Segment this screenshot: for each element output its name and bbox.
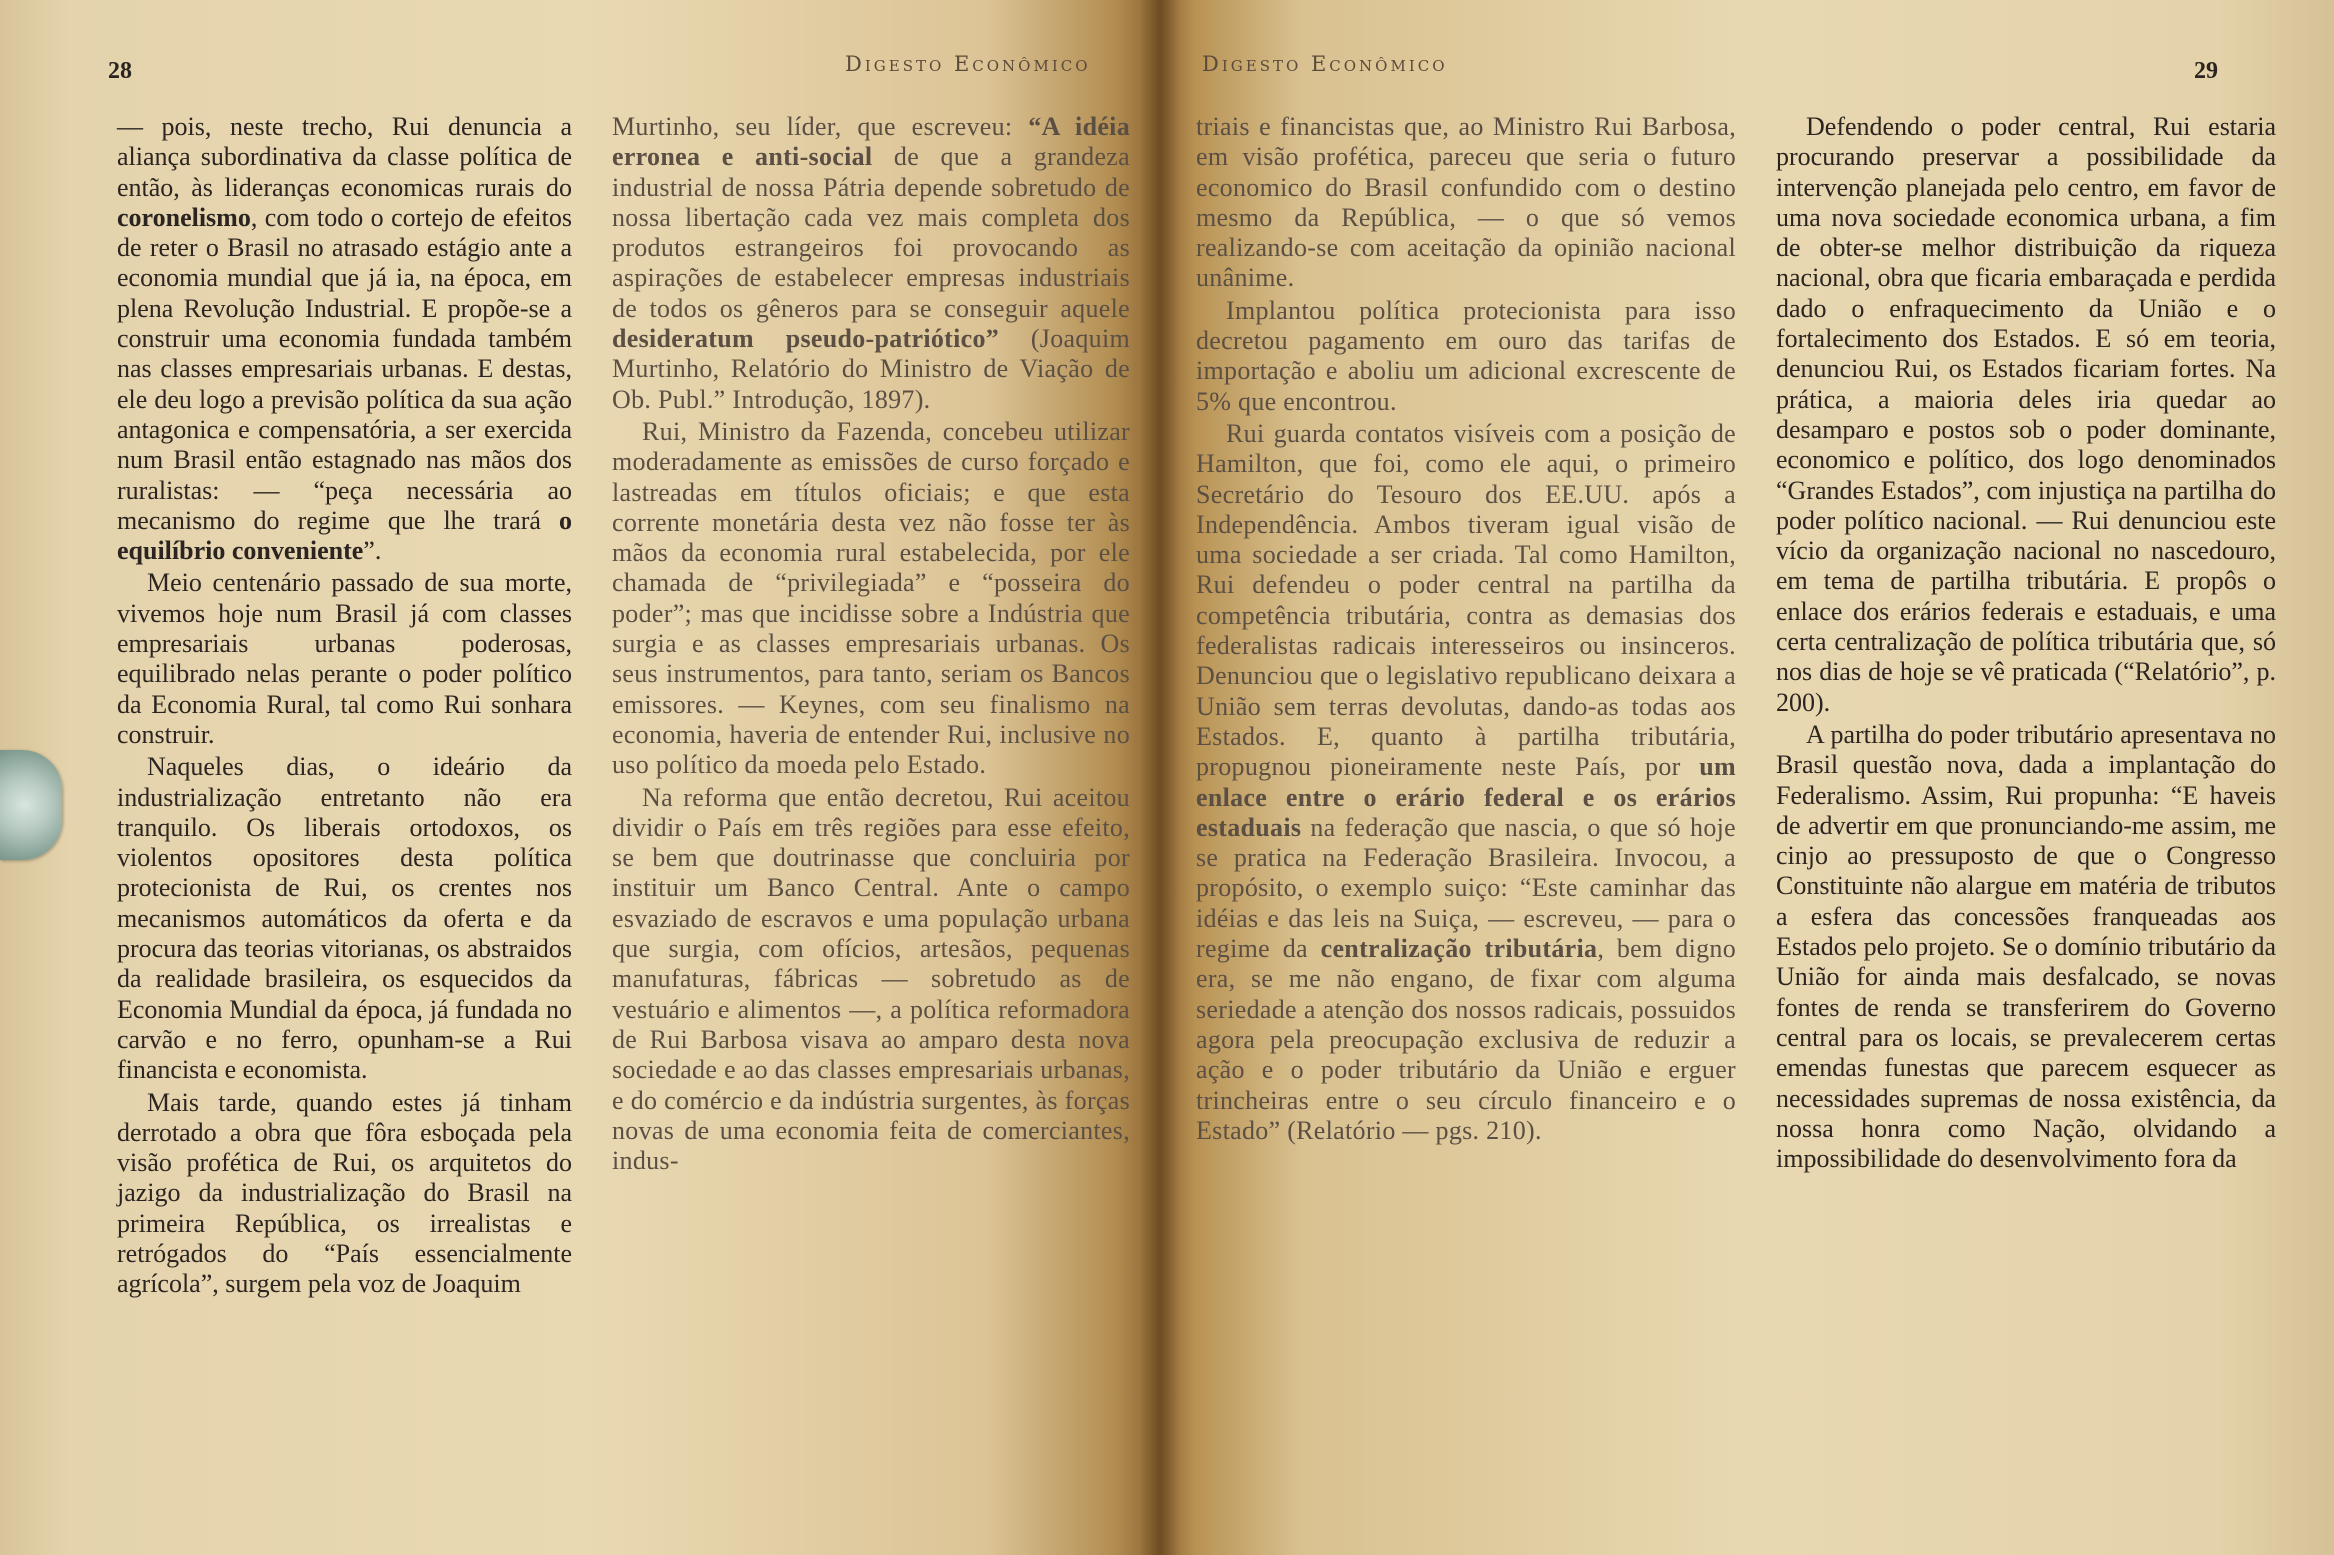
- paragraph: Mais tarde, quando estes já tinham derrotado a obra que fôra esboçada pela visão profética de Rui, os arquitetos do jazigo da industrialização do Brasil na primeira República, os irrealistas e retrógados do “País essencialmente agrícola”, surgem pela voz de Joaquim: [117, 1087, 572, 1299]
- paragraph: Defendendo o poder central, Rui estaria procurando preservar a possibilidade da intervenção planejada pelo centro, em favor de uma nova sociedade economica urbana, a fim de obter-se melhor distribuição da riqueza nacional, obra que ficaria embaraçada e perdida dado o enfraquecimento da União e o fortalecimento dos Estados. E só em teoria, denunciou Rui, os Estados ficariam fortes. Na prática, a maioria deles iria quedar ao desamparo e postos sob o poder dominante, economico e político, dos logo denominados “Grandes Estados”, com injustiça na partilha do poder político nacional. — Rui denunciou este vício da organização nacional no nascedouro, em tema de partilha tributária. E propôs o enlace dos erários federais e estaduais, e uma certa centralização de política tributária que, só nos dias de hoje se vê praticada (“Relatório”, p. 200).: [1776, 112, 2276, 717]
- paragraph: Implantou política protecionista para isso decretou pagamento em ouro das tarifas de importação e aboliu um adicional excrescente de 5% que encontrou.: [1196, 295, 1736, 416]
- paragraph: Na reforma que então decretou, Rui aceitou dividir o País em três regiões para esse efeito, se bem que doutrinasse que concluiria por instituir um Banco Central. Ante o campo esvaziado de escravos e uma população urbana que surgia, com ofícios, artesãos, pequenas manufaturas, fábricas — sobretudo as de vestuário e alimentos —, a política reformadora de Rui Barbosa visava ao amparo desta nova sociedade e ao das classes empresariais urbanas, e do comércio e da indústria surgentes, às forças novas de uma economia feita de comerciantes, indus-: [612, 782, 1130, 1176]
- sticker-tab: [0, 750, 62, 860]
- running-head: Digesto Econômico: [1202, 52, 1448, 76]
- text-column-left-1: [117, 112, 572, 1300]
- page-number: 29: [2194, 58, 2218, 84]
- paragraph: Rui guarda contatos visíveis com a posição de Hamilton, que foi, como ele aqui, o primeiro Secretário do Tesouro dos EE.UU. após a Independência. Ambos tiveram igual visão de uma sociedade a ser criada. Tal como Hamilton, Rui defendeu o poder central na partilha da competência tributária, contra as demasias dos federalistas radicais interesseiros ou insinceros. Denunciou que o legislativo republicano deixara a União sem terras devolutas, dando-as todas aos Estados. E, quanto à partilha tributária, propugnou pioneiramente neste País, por um enlace entre o erário federal e os erários estaduais na federação que nascia, o que só hoje se pratica na Federação Brasileira. Invocou, a propósito, o exemplo suiço: “Este caminhar das idéias e das leis na Suiça, — escreveu, — para o regime da centralização tributária, bem digno era, se me não engano, de fixar com alguma seriedade a atenção dos nossos radicais, possuidos agora pela preocupação exclusiva de reduzir a ação e o poder tributário da União e erguer trincheiras entre o seu círculo financeiro e o Estado” (Relatório — pgs. 210).: [1196, 418, 1736, 1145]
- paragraph: Rui, Ministro da Fazenda, concebeu utilizar moderadamente as emissões de curso forçado e lastreadas em títulos oficiais; e que esta corrente monetária desta vez não fosse ter às mãos da economia rural estabelecida, por ele chamada de “privilegiada” e “posseira do poder”; mas que incidisse sobre a Indústria que surgia e as classes empresariais urbanas. Os seus instrumentos, para tanto, seriam os Bancos emissores. — Keynes, com seu finalismo na economia, haveria de entender Rui, inclusive no uso político da moeda pelo Estado.: [612, 416, 1130, 780]
- paragraph: A partilha do poder tributário apresentava no Brasil questão nova, dada a implantação do Federalismo. Assim, Rui propunha: “E haveis de advertir em que pronunciando-me assim, me cinjo ao pressuposto de que o Congresso Constituinte não alargue em matéria de tributos a esfera das concessões franqueadas aos Estados pelo projeto. Se o domínio tributário da União for ainda mais desfalcado, se novas fontes de renda se transferirem do Governo central para os locais, se prevalecerem certas emendas funestas que parecem esquecer as necessidades supremas de nossa existência, da nossa honra como Nação, olvidando a impossibilidade do desenvolvimento fora da: [1776, 719, 2276, 1174]
- page-number: 28: [108, 58, 132, 84]
- paragraph: — pois, neste trecho, Rui denuncia a aliança subordinativa da classe política de então, às lideranças economicas rurais do coronelismo, com todo o cortejo de efeitos de reter o Brasil no atrasado estágio ante a economia mundial que já ia, na época, em plena Revolução Industrial. E propõe-se a construir uma economia fundada também nas classes empresariais urbanas. E destas, ele deu logo a previsão política da sua ação antagonica e compensatória, a ser exercida num Brasil então estagnado nas mãos dos ruralistas: — “peça necessária ao mecanismo do regime que lhe trará o equilíbrio conveniente”.: [117, 112, 572, 566]
- text-column-left-2: [612, 112, 1130, 1176]
- running-head: Digesto Econômico: [845, 52, 1091, 76]
- paragraph: Murtinho, seu líder, que escreveu: “A idéia erronea e anti-social de que a grandeza industrial de nossa Pátria depende sobretudo de nossa libertação cada vez mais completa dos produtos estrangeiros foi provocando as aspirações de estabelecer empresas industriais de todos os gêneros para se conseguir aquele desideratum pseudo-patriótico” (Joaquim Murtinho, Relatório do Ministro de Viação de Ob. Publ.” Introdução, 1897).: [612, 112, 1130, 414]
- right-page: [1160, 0, 2334, 1555]
- text-column-right-2: [1776, 112, 2276, 1174]
- paragraph: Meio centenário passado de sua morte, vivemos hoje num Brasil já com classes empresariais urbanas poderosas, equilibrado nelas perante o poder político da Economia Rural, tal como Rui sonhara construir.: [117, 568, 572, 749]
- left-page: [0, 0, 1160, 1555]
- paragraph: Naqueles dias, o ideário da industrialização entretanto não era tranquilo. Os liberais ortodoxos, os violentos opositores desta política protecionista de Rui, os crentes nos mecanismos automáticos da oferta e da procura das teorias vitorianas, os abstraidos da realidade brasileira, os esquecidos da Economia Mundial da época, já fundada no carvão e no ferro, opunham-se a Rui financista e economista.: [117, 752, 572, 1085]
- paragraph: triais e financistas que, ao Ministro Rui Barbosa, em visão profética, pareceu que seria o futuro economico do Brasil confundido com o destino mesmo da República, — o que só vemos realizando-se com aceitação da opinião nacional unânime.: [1196, 112, 1736, 293]
- text-column-right-1: [1196, 112, 1736, 1146]
